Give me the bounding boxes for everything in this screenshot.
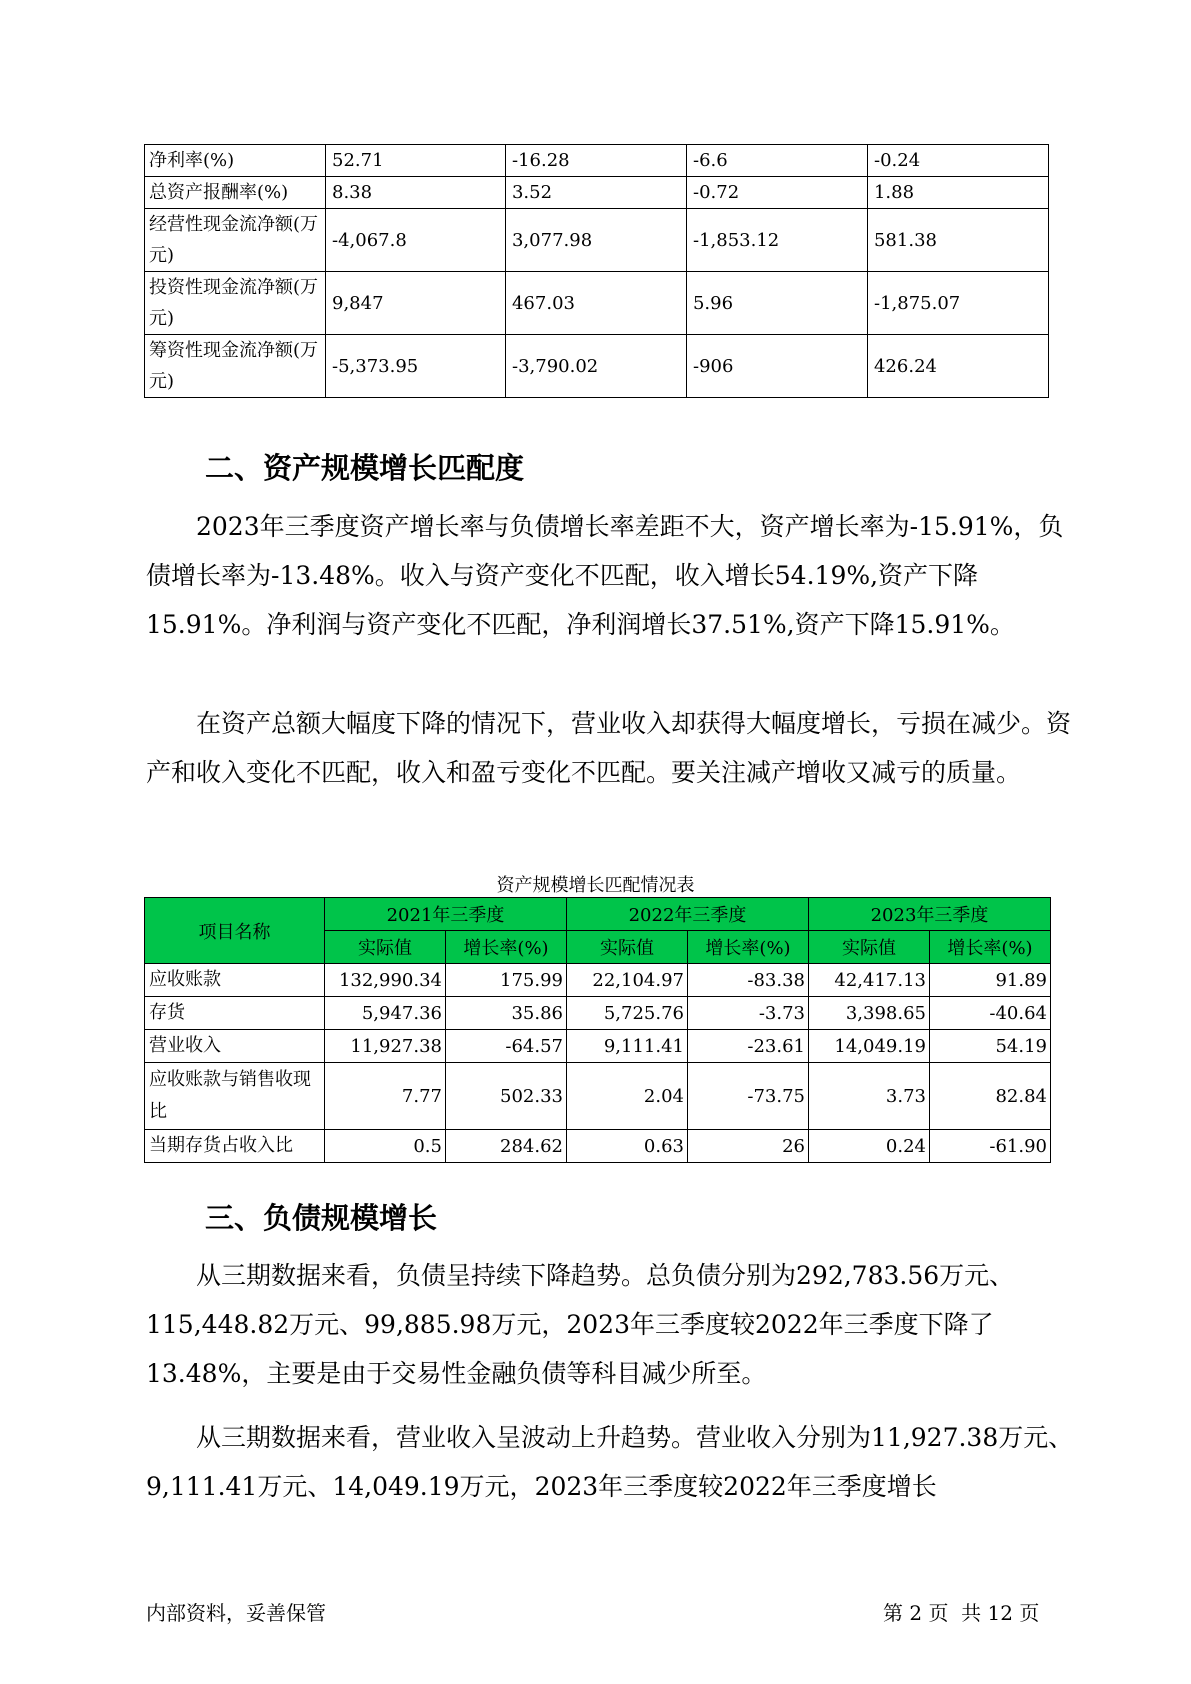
row-label: 筹资性现金流净额(万元) bbox=[145, 335, 326, 398]
table-cell: 14,049.19 bbox=[809, 1030, 930, 1063]
table-cell: 581.38 bbox=[867, 209, 1048, 272]
table-cell: 0.63 bbox=[567, 1130, 688, 1163]
table-caption: 资产规模增长匹配情况表 bbox=[496, 875, 695, 896]
table-cell: -83.38 bbox=[688, 964, 809, 997]
table-cell: 9,111.41 bbox=[567, 1030, 688, 1063]
table-cell: 9,847 bbox=[326, 272, 506, 335]
row-label: 存货 bbox=[145, 997, 325, 1030]
table-cell: 502.33 bbox=[446, 1063, 567, 1130]
table-row bbox=[145, 272, 1049, 335]
table-cell: -5,373.95 bbox=[326, 335, 506, 398]
table-cell: 22,104.97 bbox=[567, 964, 688, 997]
table-cell: 0.24 bbox=[809, 1130, 930, 1163]
table-cell: -0.24 bbox=[867, 145, 1048, 177]
table-cell: 91.89 bbox=[930, 964, 1051, 997]
row-label: 营业收入 bbox=[145, 1030, 325, 1063]
row-label: 总资产报酬率(%) bbox=[145, 177, 326, 209]
table-cell: 2.04 bbox=[567, 1063, 688, 1130]
table-cell: -1,853.12 bbox=[686, 209, 867, 272]
table-row bbox=[145, 964, 1051, 997]
table-cell: 5,725.76 bbox=[567, 997, 688, 1030]
table-row bbox=[145, 1063, 1051, 1130]
row-label: 当期存货占收入比 bbox=[145, 1130, 325, 1163]
table-cell: 11,927.38 bbox=[325, 1030, 446, 1063]
table-cell: -906 bbox=[686, 335, 867, 398]
table-cell: -64.57 bbox=[446, 1030, 567, 1063]
section-heading: 二、资产规模增长匹配度 bbox=[205, 451, 525, 485]
table-cell: -4,067.8 bbox=[326, 209, 506, 272]
table-cell: 52.71 bbox=[326, 145, 506, 177]
table-cell: 284.62 bbox=[446, 1130, 567, 1163]
paragraph: 从三期数据来看，负债呈持续下降趋势。总负债分别为292,783.56万元、115,448.82万元、99,885.98万元，2023年三季度较2022年三季度下降了13.48%，主要是由于交易性金融负债等科目减少所至。 bbox=[146, 1261, 1015, 1388]
row-label: 投资性现金流净额(万元) bbox=[145, 272, 326, 335]
table-cell: -40.64 bbox=[930, 997, 1051, 1030]
page-number: 第 2 页 共 12 页 bbox=[883, 1601, 1040, 1625]
column-header: 2023年三季度 bbox=[809, 898, 1051, 931]
table-cell: -1,875.07 bbox=[867, 272, 1048, 335]
table-cell: 5.96 bbox=[686, 272, 867, 335]
table-row bbox=[145, 1030, 1051, 1063]
table-cell: 35.86 bbox=[446, 997, 567, 1030]
table-header-row bbox=[145, 898, 1051, 931]
table-cell: 54.19 bbox=[930, 1030, 1051, 1063]
table-cell: -6.6 bbox=[686, 145, 867, 177]
asset-growth-table bbox=[144, 897, 1051, 1163]
table-cell: -3.73 bbox=[688, 997, 809, 1030]
table-cell: 467.03 bbox=[505, 272, 686, 335]
column-header: 实际值 bbox=[325, 931, 446, 964]
row-label: 应收账款与销售收现比 bbox=[145, 1063, 325, 1130]
column-header: 实际值 bbox=[809, 931, 930, 964]
table-cell: -16.28 bbox=[505, 145, 686, 177]
column-header: 项目名称 bbox=[145, 898, 325, 964]
table-cell: 1.88 bbox=[867, 177, 1048, 209]
column-header: 增长率(%) bbox=[688, 931, 809, 964]
table-cell: 3.52 bbox=[505, 177, 686, 209]
table-cell: -0.72 bbox=[686, 177, 867, 209]
column-header: 实际值 bbox=[567, 931, 688, 964]
table-cell: 8.38 bbox=[326, 177, 506, 209]
row-label: 应收账款 bbox=[145, 964, 325, 997]
table-cell: -23.61 bbox=[688, 1030, 809, 1063]
footer-confidential-note: 内部资料，妥善保管 bbox=[146, 1601, 326, 1625]
table-cell: 175.99 bbox=[446, 964, 567, 997]
financial-metrics-table bbox=[144, 144, 1049, 398]
table-row bbox=[145, 209, 1049, 272]
paragraph: 2023年三季度资产增长率与负债增长率差距不大，资产增长率为-15.91%，负债增长率为-13.48%。收入与资产变化不匹配，收入增长54.19%,资产下降15.91%。净利润与资产变化不匹配，净利润增长37.51%,资产下降15.91%。 bbox=[146, 512, 1064, 639]
table-cell: 426.24 bbox=[867, 335, 1048, 398]
table-cell: 132,990.34 bbox=[325, 964, 446, 997]
row-label: 净利率(%) bbox=[145, 145, 326, 177]
table-cell: 0.5 bbox=[325, 1130, 446, 1163]
table-cell: -61.90 bbox=[930, 1130, 1051, 1163]
table-cell: -73.75 bbox=[688, 1063, 809, 1130]
paragraph: 从三期数据来看，营业收入呈波动上升趋势。营业收入分别为11,927.38万元、9,111.41万元、14,049.19万元，2023年三季度较2022年三季度增长 bbox=[146, 1423, 1074, 1501]
paragraph: 在资产总额大幅度下降的情况下，营业收入却获得大幅度增长，亏损在减少。资产和收入变化不匹配，收入和盈亏变化不匹配。要关注减产增收又减亏的质量。 bbox=[146, 709, 1072, 787]
table-cell: -3,790.02 bbox=[505, 335, 686, 398]
column-header: 增长率(%) bbox=[930, 931, 1051, 964]
table-cell: 82.84 bbox=[930, 1063, 1051, 1130]
column-header: 2021年三季度 bbox=[325, 898, 567, 931]
table-row bbox=[145, 145, 1049, 177]
table-cell: 26 bbox=[688, 1130, 809, 1163]
section-heading: 三、负债规模增长 bbox=[205, 1201, 438, 1235]
table-row bbox=[145, 177, 1049, 209]
table-cell: 3,077.98 bbox=[505, 209, 686, 272]
table-row bbox=[145, 997, 1051, 1030]
table-row bbox=[145, 1130, 1051, 1163]
table-cell: 42,417.13 bbox=[809, 964, 930, 997]
column-header: 2022年三季度 bbox=[567, 898, 809, 931]
table-cell: 7.77 bbox=[325, 1063, 446, 1130]
row-label: 经营性现金流净额(万元) bbox=[145, 209, 326, 272]
table-row bbox=[145, 335, 1049, 398]
table-cell: 3,398.65 bbox=[809, 997, 930, 1030]
table-cell: 5,947.36 bbox=[325, 997, 446, 1030]
table-cell: 3.73 bbox=[809, 1063, 930, 1130]
column-header: 增长率(%) bbox=[446, 931, 567, 964]
